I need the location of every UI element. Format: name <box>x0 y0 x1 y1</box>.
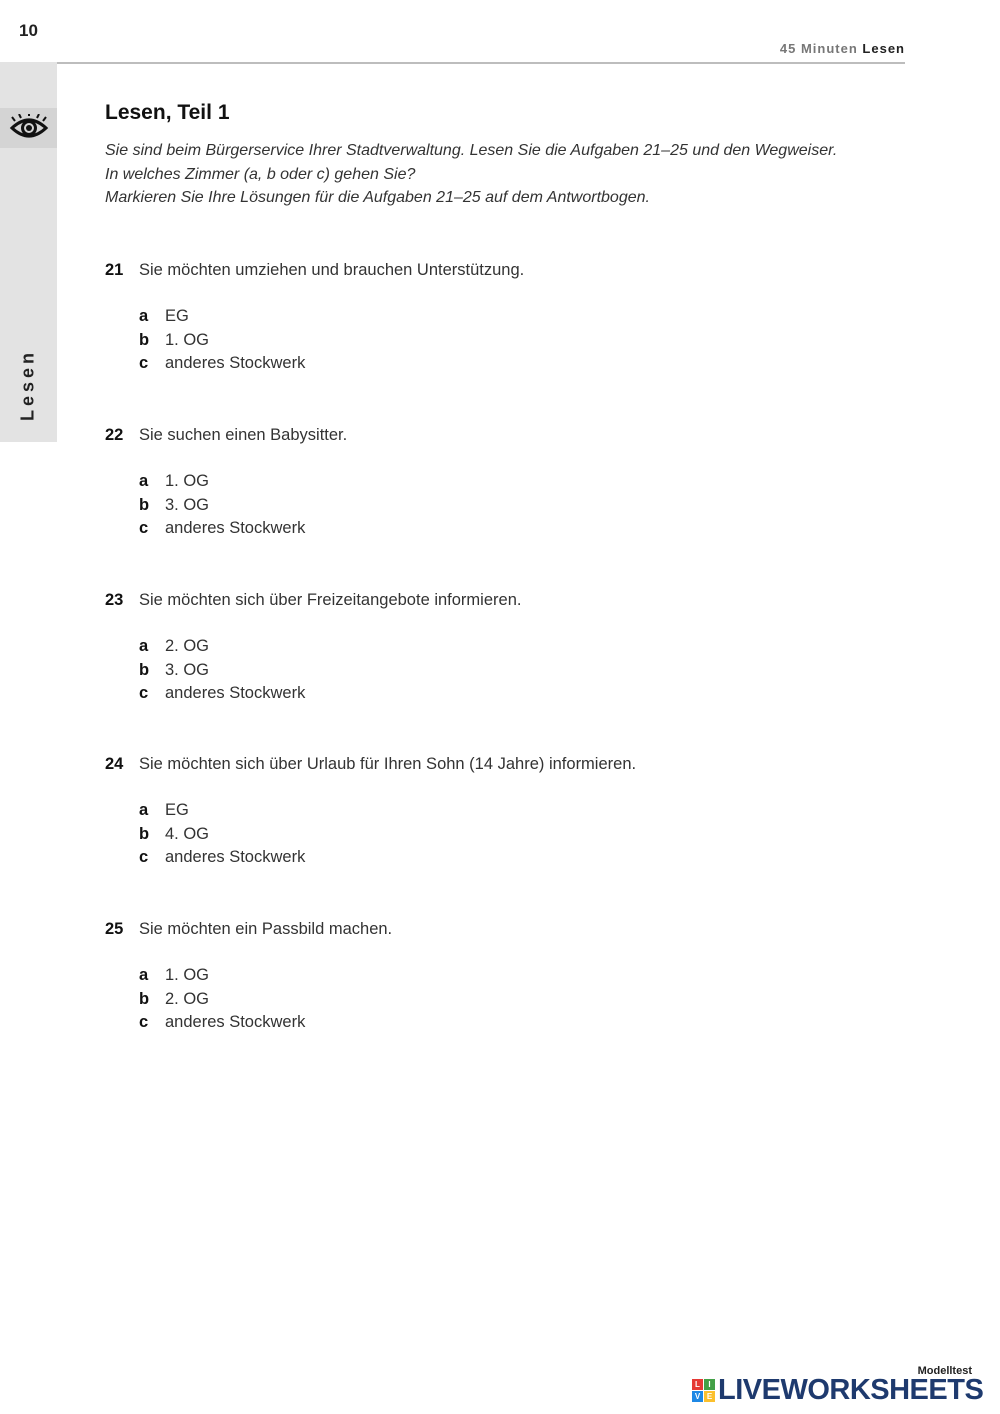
answer-option[interactable] <box>139 305 905 329</box>
answer-option[interactable] <box>139 470 905 494</box>
instruction-line: Markieren Sie Ihre Lösungen für die Aufgaben 21–25 auf dem Antwortbogen. <box>105 189 650 206</box>
section-label: Lesen <box>17 348 38 422</box>
logo-grid-icon <box>692 1379 715 1402</box>
task-item <box>105 258 905 376</box>
option-text: anderes Stockwerk <box>165 1013 306 1031</box>
header-divider <box>57 62 905 64</box>
option-letter: c <box>139 1013 149 1031</box>
logo-tile: V <box>692 1391 703 1402</box>
task-text: Sie möchten sich über Urlaub für Ihren Sohn (14 Jahre) informieren. <box>139 755 637 773</box>
option-letter: a <box>139 472 149 490</box>
option-text: anderes Stockwerk <box>165 848 306 866</box>
page-title: Lesen, Teil 1 <box>105 101 230 124</box>
option-text: anderes Stockwerk <box>165 354 306 372</box>
option-text: 1. OG <box>165 472 210 490</box>
logo-tile: L <box>692 1379 703 1390</box>
task-item <box>105 588 905 706</box>
task-item <box>105 423 905 541</box>
answer-option[interactable] <box>139 682 905 706</box>
answer-option[interactable] <box>139 352 905 376</box>
task-item <box>105 752 905 870</box>
option-list <box>139 799 905 870</box>
instruction-line: Sie sind beim Bürgerservice Ihrer Stadtverwaltung. Lesen Sie die Aufgaben 21–25 und den Wegweiser. <box>105 142 838 159</box>
option-letter: c <box>139 684 149 702</box>
liveworksheets-logo <box>692 1374 983 1407</box>
task-question <box>105 423 905 447</box>
modelltest-label: Modelltest <box>917 1365 972 1377</box>
option-text: 1. OG <box>165 330 210 349</box>
option-letter: a <box>139 307 149 325</box>
option-text: 1. OG <box>165 966 210 984</box>
option-letter: a <box>139 966 149 984</box>
option-text: 3. OG <box>165 495 210 514</box>
task-question <box>105 917 905 941</box>
option-letter: b <box>139 824 150 843</box>
task-number: 25 <box>105 920 124 938</box>
answer-option[interactable] <box>139 988 905 1012</box>
logo-text: LIVEWORKSHEETS <box>718 1374 984 1406</box>
option-text: 2. OG <box>165 989 210 1008</box>
task-number: 24 <box>105 755 124 773</box>
answer-option[interactable] <box>139 635 905 659</box>
answer-option[interactable] <box>139 659 905 683</box>
option-letter: b <box>139 660 150 679</box>
task-question <box>105 258 905 282</box>
task-text: Sie möchten umziehen und brauchen Unterstützung. <box>139 261 525 279</box>
task-question <box>105 588 905 612</box>
answer-option[interactable] <box>139 799 905 823</box>
task-number: 21 <box>105 261 124 279</box>
task-text: Sie suchen einen Babysitter. <box>139 426 348 444</box>
task-number: 22 <box>105 426 124 444</box>
eye-icon <box>0 108 57 148</box>
option-letter: c <box>139 519 149 537</box>
task-text: Sie möchten sich über Freizeitangebote informieren. <box>139 591 522 609</box>
answer-option[interactable] <box>139 823 905 847</box>
task-item <box>105 917 905 1035</box>
option-text: 3. OG <box>165 660 210 679</box>
header-time: 45 Minuten <box>779 41 858 56</box>
option-list <box>139 964 905 1035</box>
option-text: anderes Stockwerk <box>165 684 306 702</box>
task-text: Sie möchten ein Passbild machen. <box>139 920 393 938</box>
answer-option[interactable] <box>139 1011 905 1035</box>
option-text: EG <box>165 307 189 325</box>
option-list <box>139 305 905 376</box>
answer-option[interactable] <box>139 494 905 518</box>
logo-tile: I <box>704 1379 715 1390</box>
option-letter: a <box>139 637 149 655</box>
option-list <box>139 470 905 541</box>
option-list <box>139 635 905 706</box>
option-text: EG <box>165 801 189 819</box>
option-letter: c <box>139 354 149 372</box>
option-letter: c <box>139 848 149 866</box>
task-number: 23 <box>105 591 124 609</box>
option-letter: b <box>139 495 150 514</box>
instructions <box>105 139 905 210</box>
option-text: 2. OG <box>165 637 210 655</box>
option-letter: a <box>139 801 149 819</box>
answer-option[interactable] <box>139 846 905 870</box>
option-text: anderes Stockwerk <box>165 519 306 537</box>
page-header <box>780 41 905 56</box>
answer-option[interactable] <box>139 964 905 988</box>
instruction-line: In welches Zimmer (a, b oder c) gehen Sie? <box>105 165 416 183</box>
answer-option[interactable] <box>139 517 905 541</box>
header-section: Lesen <box>862 41 905 56</box>
option-letter: b <box>139 330 150 349</box>
logo-tile: E <box>704 1391 715 1402</box>
answer-option[interactable] <box>139 329 905 353</box>
page-number: 10 <box>0 0 57 62</box>
task-question <box>105 752 905 776</box>
option-letter: b <box>139 989 150 1008</box>
option-text: 4. OG <box>165 824 210 843</box>
